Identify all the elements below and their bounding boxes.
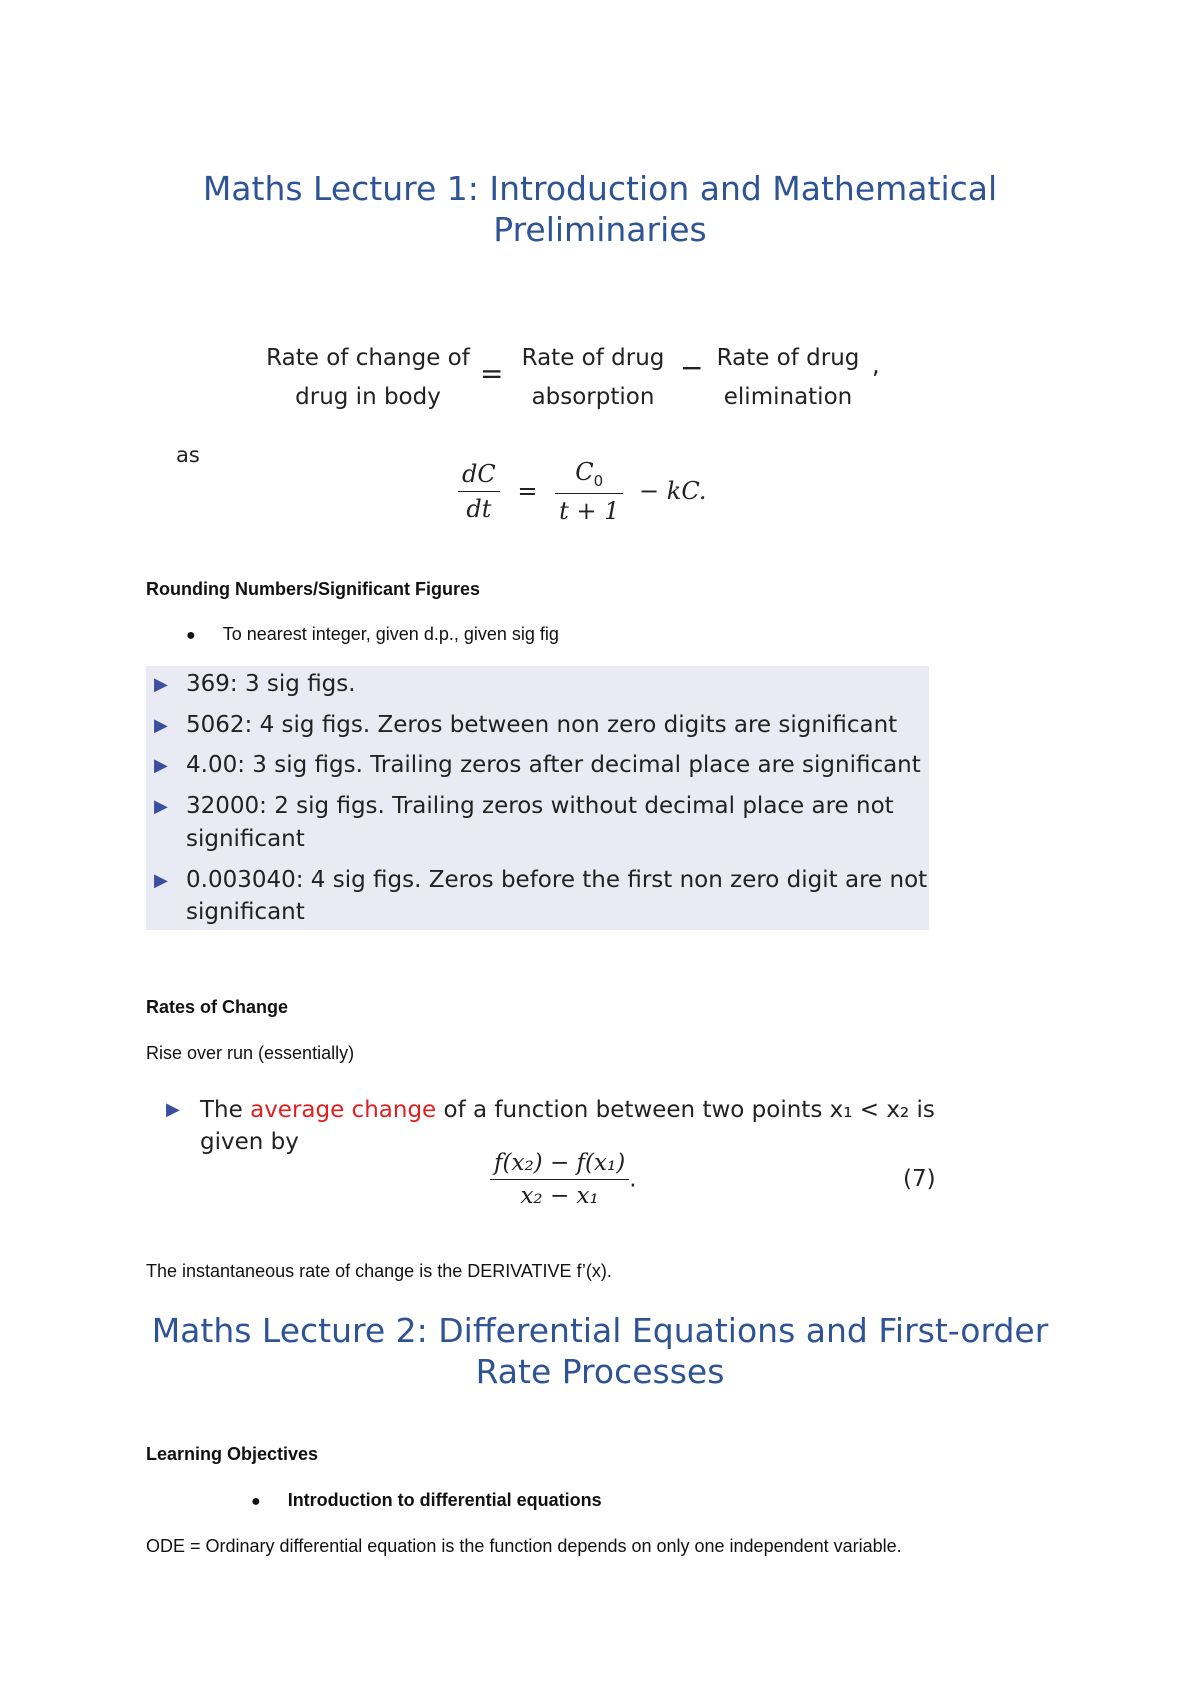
sig-fig-item-4: 32000: 2 sig figs. Trailing zeros without decimal place are not <box>186 793 894 819</box>
triangle-bullet-icon: ▶ <box>154 870 168 891</box>
rate-of-change-term <box>258 339 478 417</box>
sig-fig-item-1: 369: 3 sig figs. <box>186 671 356 697</box>
list-item <box>154 668 356 701</box>
list-item <box>154 864 928 897</box>
term1-line1: Rate of drug <box>521 345 665 371</box>
triangle-bullet-icon: ▶ <box>154 796 168 817</box>
average-change-definition <box>166 1094 946 1158</box>
average-change-formula <box>490 1150 637 1209</box>
minus-sign: − <box>680 351 704 384</box>
lecture2-title <box>0 1310 1200 1392</box>
definition-line2: given by <box>200 1129 299 1155</box>
comma: , <box>872 351 880 379</box>
term2-line2: elimination <box>723 384 853 410</box>
ode-equals: = <box>517 477 538 506</box>
rounding-heading: Rounding Numbers/Significant Figures <box>146 579 481 599</box>
lecture1-title-line1: Maths Lecture 1: Introduction and Mathematical <box>202 169 998 208</box>
def-pre: The <box>200 1097 251 1123</box>
definition-line1 <box>200 1094 946 1126</box>
c0-numerator <box>555 458 623 494</box>
rounding-bullet <box>186 624 559 645</box>
c0-subscript: 0 <box>593 471 604 490</box>
dc-numerator: dC <box>458 460 500 492</box>
triangle-bullet-icon: ▶ <box>154 715 168 736</box>
lecture1-title-line2: Preliminaries <box>493 210 707 249</box>
lecture1-title <box>0 168 1200 250</box>
dt-denominator: dt <box>466 494 492 523</box>
rounding-bullet-text: To nearest integer, given d.p., given sig fig <box>222 624 559 644</box>
c0-letter: C <box>575 458 594 486</box>
equals-sign: = <box>480 357 504 390</box>
lhs-line2: drug in body <box>295 384 441 410</box>
objectives-heading: Learning Objectives <box>146 1444 319 1464</box>
term1-line2: absorption <box>531 384 655 410</box>
triangle-bullet-icon: ▶ <box>166 1099 180 1120</box>
objective-text: Introduction to differential equations <box>287 1490 602 1510</box>
c0-fraction <box>555 458 623 525</box>
lecture2-title-line2: Rate Processes <box>475 1352 725 1391</box>
elimination-term <box>708 339 868 417</box>
average-change-highlight: average change <box>250 1097 437 1123</box>
as-label: as <box>176 443 200 467</box>
sig-fig-item-3: 4.00: 3 sig figs. Trailing zeros after decimal place are significant <box>186 752 921 778</box>
fraction-denominator: x₂ − x₁ <box>520 1183 599 1209</box>
equation-number: (7) <box>903 1166 936 1192</box>
lhs-line1: Rate of change of <box>266 345 470 371</box>
ode-formula <box>458 458 706 528</box>
list-item <box>154 790 894 823</box>
term2-line1: Rate of drug <box>716 345 860 371</box>
lecture2-title-line1: Maths Lecture 2: Differential Equations and First-order <box>151 1311 1049 1350</box>
ode-definition-text: ODE = Ordinary differential equation is the function depends on only one independent variable. <box>146 1536 902 1556</box>
sig-fig-item-5-cont: significant <box>186 899 305 925</box>
rise-over-run-text: Rise over run (essentially) <box>146 1043 355 1063</box>
sig-fig-item-5: 0.003040: 4 sig figs. Zeros before the first non zero digit are not <box>186 867 928 893</box>
triangle-bullet-icon: ▶ <box>154 674 168 695</box>
list-item <box>154 749 921 782</box>
fraction-dot: . <box>629 1166 637 1193</box>
kc-term: − kC. <box>639 477 707 506</box>
sig-fig-item-2: 5062: 4 sig figs. Zeros between non zero digits are significant <box>186 712 898 738</box>
average-change-fraction <box>490 1150 629 1209</box>
absorption-term <box>513 339 673 417</box>
t-plus-1: t + 1 <box>559 496 620 525</box>
bullet-icon: ● <box>186 627 196 644</box>
rates-heading: Rates of Change <box>146 997 289 1017</box>
list-item <box>154 709 898 742</box>
objective-bullet <box>251 1490 602 1511</box>
sig-fig-item-4-cont: significant <box>186 826 305 852</box>
dc-dt-fraction <box>458 460 500 523</box>
bullet-icon: ● <box>251 1493 261 1510</box>
fraction-numerator: f(x₂) − f(x₁) <box>490 1150 629 1180</box>
sig-figs-box <box>146 666 929 930</box>
def-post: of a function between two points x₁ < x₂ is <box>436 1097 935 1123</box>
rate-word-equation <box>258 339 898 423</box>
instantaneous-rate-text: The instantaneous rate of change is the DERIVATIVE f’(x). <box>146 1261 612 1281</box>
triangle-bullet-icon: ▶ <box>154 755 168 776</box>
